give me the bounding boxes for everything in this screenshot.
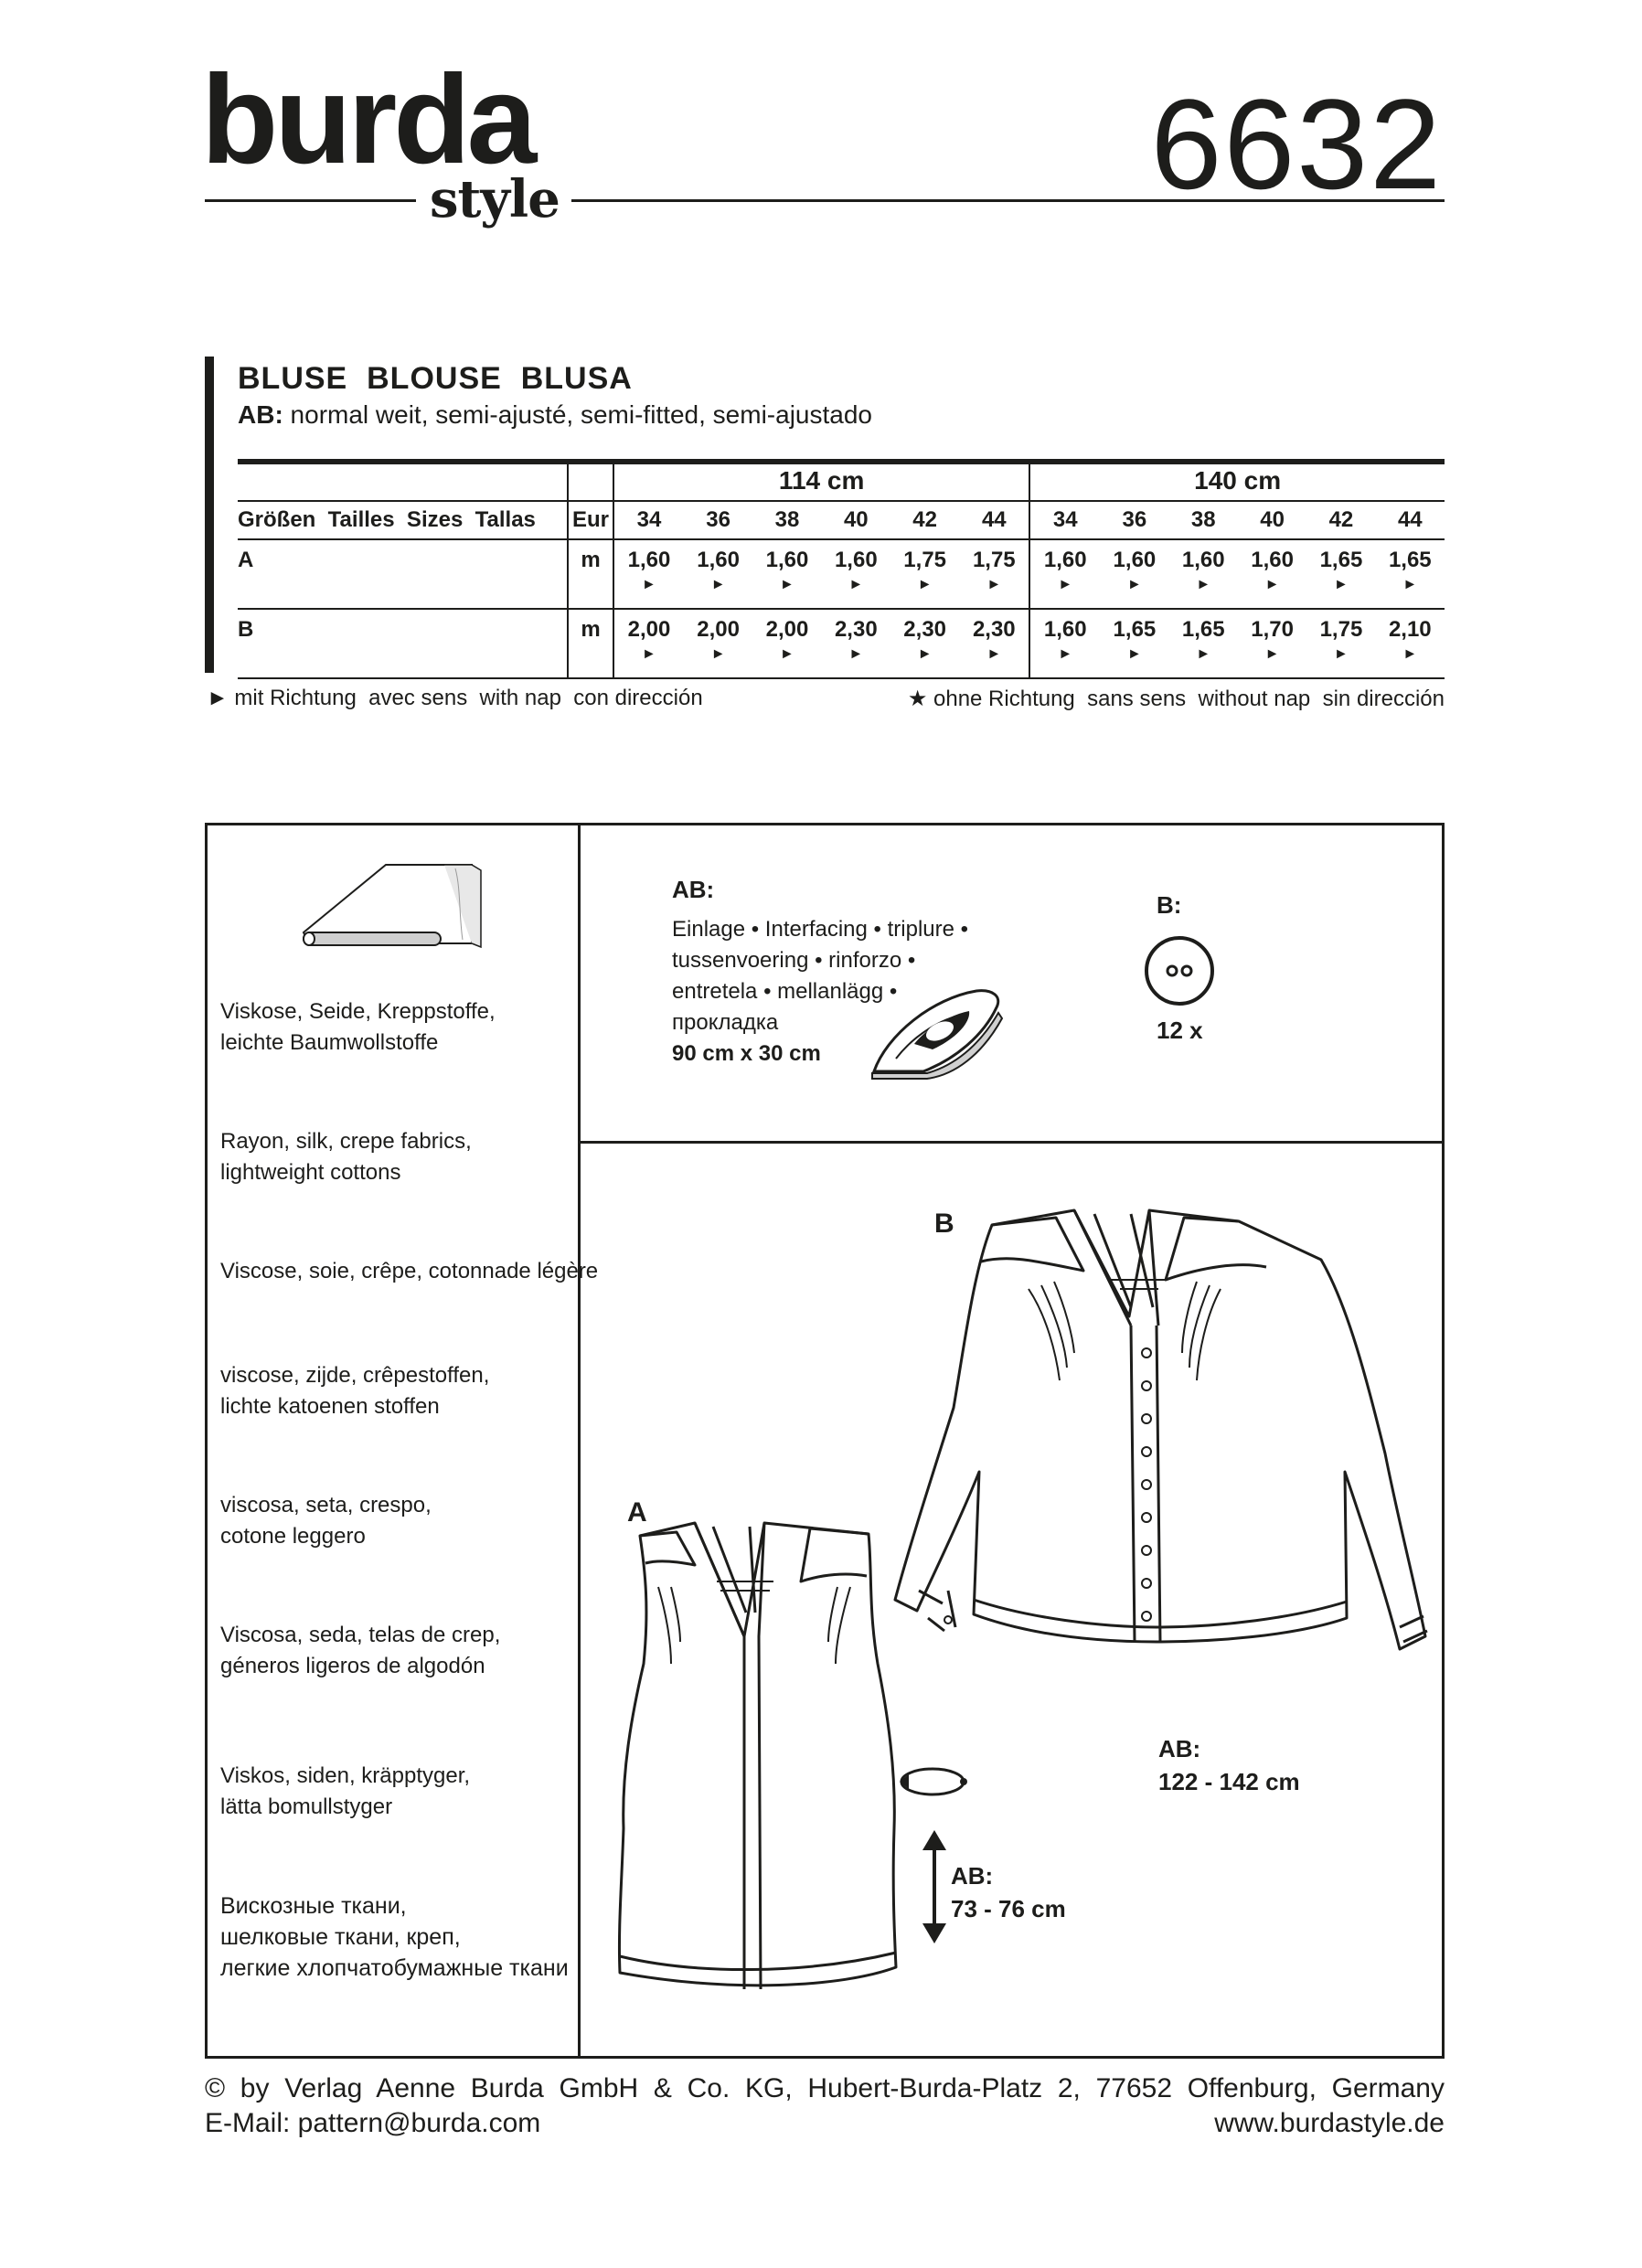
contact-email: E-Mail: pattern@burda.com bbox=[205, 2108, 541, 2138]
pattern-number: 6632 bbox=[1150, 72, 1443, 216]
yardage-cell bbox=[1306, 609, 1375, 678]
yardage-value: 1,60 bbox=[765, 548, 809, 572]
nap-arrow-icon: ► bbox=[1334, 646, 1349, 662]
fabric-suggestion-ru: Вискозные ткани, шелковые ткани, креп, легкие хлопчатобумажные ткани bbox=[220, 1893, 569, 1981]
yardage-cell bbox=[752, 539, 821, 609]
yardage-cell bbox=[1100, 609, 1168, 678]
yardage-cell bbox=[822, 609, 890, 678]
yardage-value: 2,00 bbox=[627, 617, 671, 642]
nap-arrow-icon: ► bbox=[710, 577, 726, 592]
yardage-cell bbox=[822, 539, 890, 609]
size-cell: 36 bbox=[1100, 501, 1168, 539]
nap-arrow-icon: ► bbox=[710, 646, 726, 662]
yardage-value: 1,60 bbox=[627, 548, 671, 572]
size-cell: 34 bbox=[613, 501, 684, 539]
yardage-cell bbox=[1238, 609, 1306, 678]
box-divider-vertical bbox=[578, 823, 581, 2059]
nap-arrow-icon: ► bbox=[1126, 577, 1142, 592]
fabric-width-140: 140 cm bbox=[1029, 462, 1445, 501]
hip-measurement-label: AB: bbox=[1158, 1735, 1201, 1762]
view-cell: A bbox=[238, 548, 254, 572]
yardage-value: 1,60 bbox=[1043, 548, 1087, 572]
length-measurement-label: AB: bbox=[951, 1862, 994, 1890]
eur-label: Eur bbox=[568, 501, 613, 539]
brand-logo-sub: style bbox=[430, 169, 560, 229]
yardage-value: 1,65 bbox=[1388, 548, 1432, 572]
yardage-value: 1,75 bbox=[972, 548, 1016, 572]
fit-description bbox=[238, 400, 872, 430]
sizes-row bbox=[238, 501, 1445, 539]
yardage-cell bbox=[1169, 609, 1238, 678]
legend-without-nap: ★ ohne Richtung sans sens without nap sin dirección bbox=[907, 687, 1445, 711]
fabric-width-114: 114 cm bbox=[778, 466, 865, 495]
nap-arrow-icon: ► bbox=[1402, 577, 1418, 592]
size-cell: 40 bbox=[1238, 501, 1306, 539]
yardage-cell bbox=[890, 609, 959, 678]
nap-arrow-icon: ► bbox=[642, 577, 656, 592]
copyright: © by Verlag Aenne Burda GmbH & Co. KG, Hubert-Burda-Platz 2, 77652 Offenburg, Germany bbox=[205, 2073, 1445, 2103]
yardage-cell bbox=[1029, 609, 1100, 678]
length-measurement-value: 73 - 76 cm bbox=[951, 1895, 1066, 1922]
nap-arrow-icon: ► bbox=[1334, 577, 1349, 592]
yardage-cell bbox=[1376, 539, 1445, 609]
hip-measurement-value: 122 - 142 cm bbox=[1158, 1768, 1300, 1795]
yardage-cell bbox=[959, 609, 1029, 678]
fabric-suggestion-es: Viscosa, seda, telas de crep, géneros ligeros de algodón bbox=[220, 1623, 501, 1678]
view-a-label: A bbox=[627, 1497, 647, 1528]
brand-logo: burda bbox=[201, 49, 534, 190]
size-cell: 42 bbox=[890, 501, 959, 539]
website-link[interactable]: www.burdastyle.de bbox=[1214, 2108, 1445, 2138]
yardage-cell bbox=[959, 539, 1029, 609]
nap-arrow-icon: ► bbox=[848, 646, 864, 662]
fabric-suggestion-nl: viscose, zijde, crêpestoffen, lichte katoenen stoffen bbox=[220, 1363, 490, 1419]
interfacing-size: 90 cm x 30 cm bbox=[672, 1041, 821, 1066]
yardage-cell bbox=[752, 609, 821, 678]
yardage-cell bbox=[613, 609, 684, 678]
yardage-value: 1,75 bbox=[903, 548, 947, 572]
yardage-value: 1,65 bbox=[1113, 617, 1157, 642]
table-row bbox=[238, 539, 1445, 609]
yardage-cell bbox=[684, 539, 752, 609]
fabric-roll-icon bbox=[298, 852, 490, 953]
nap-arrow-icon: ► bbox=[1126, 646, 1142, 662]
yardage-cell bbox=[1169, 539, 1238, 609]
fabric-suggestion-sv: Viskos, siden, kräpptyger, lätta bomullstyger bbox=[220, 1763, 471, 1819]
yardage-value: 1,65 bbox=[1319, 548, 1363, 572]
yardage-cell bbox=[613, 539, 684, 609]
yardage-value: 1,60 bbox=[1181, 548, 1225, 572]
hip-measurement bbox=[1158, 1732, 1300, 1798]
size-cell: 38 bbox=[752, 501, 821, 539]
yardage-value: 1,60 bbox=[697, 548, 740, 572]
fabric-suggestion-de: Viskose, Seide, Kreppstoffe, leichte Baumwollstoffe bbox=[220, 999, 496, 1055]
buttons-label: B: bbox=[1157, 891, 1182, 919]
yardage-value: 2,30 bbox=[972, 617, 1016, 642]
interfacing-names: Einlage • Interfacing • triplure • tussenvoering • rinforzo • entretela • mellanlägg • прокладка bbox=[672, 917, 969, 1035]
yardage-value: 2,00 bbox=[697, 617, 740, 642]
blouse-b-illustration bbox=[891, 1198, 1449, 1746]
size-cell: 44 bbox=[959, 501, 1029, 539]
yardage-value: 1,60 bbox=[834, 548, 878, 572]
yardage-value: 1,65 bbox=[1181, 617, 1225, 642]
yardage-cell bbox=[1100, 539, 1168, 609]
interfacing-label: AB: bbox=[672, 876, 715, 903]
title-accent-bar bbox=[205, 357, 214, 673]
nap-arrow-icon: ► bbox=[986, 646, 1002, 662]
yardage-cell bbox=[1306, 539, 1375, 609]
yardage-table bbox=[238, 462, 1445, 679]
fabric-suggestion-it: viscosa, seta, crespo, cotone leggero bbox=[220, 1493, 432, 1549]
yardage-value: 2,30 bbox=[834, 617, 878, 642]
size-cell: 34 bbox=[1029, 501, 1100, 539]
view-b-label: B bbox=[934, 1209, 954, 1239]
fabric-suggestion-en: Rayon, silk, crepe fabrics, lightweight cottons bbox=[220, 1129, 472, 1185]
yardage-value: 2,00 bbox=[765, 617, 809, 642]
nap-arrow-icon: ► bbox=[1058, 646, 1073, 662]
legend-with-nap: ► mit Richtung avec sens with nap con dirección bbox=[207, 686, 703, 710]
nap-arrow-icon: ► bbox=[848, 577, 864, 592]
size-cell: 40 bbox=[822, 501, 890, 539]
yardage-cell bbox=[1376, 609, 1445, 678]
nap-arrow-icon: ► bbox=[780, 646, 794, 662]
fabric-suggestion-fr: Viscose, soie, crêpe, cotonnade légère bbox=[220, 1259, 599, 1283]
yardage-value: 1,75 bbox=[1319, 617, 1363, 642]
button-icon bbox=[1143, 934, 1216, 1007]
blouse-a-illustration bbox=[603, 1499, 914, 2002]
nap-arrow-icon: ► bbox=[1402, 646, 1418, 662]
yardage-value: 1,60 bbox=[1251, 548, 1294, 572]
size-cell: 36 bbox=[684, 501, 752, 539]
nap-arrow-icon: ► bbox=[1264, 646, 1280, 662]
buttons-count: 12 x bbox=[1157, 1017, 1203, 1044]
size-cell: 44 bbox=[1376, 501, 1445, 539]
table-row bbox=[238, 609, 1445, 678]
yardage-value: 1,60 bbox=[1043, 617, 1087, 642]
length-measurement bbox=[951, 1859, 1066, 1925]
nap-arrow-icon: ► bbox=[917, 577, 933, 592]
size-cell: 38 bbox=[1169, 501, 1238, 539]
box-divider-horizontal bbox=[578, 1141, 1445, 1144]
nap-arrow-icon: ► bbox=[780, 577, 794, 592]
nap-arrow-icon: ► bbox=[1196, 577, 1211, 592]
yardage-value: 2,10 bbox=[1388, 617, 1432, 642]
size-cell: 42 bbox=[1306, 501, 1375, 539]
yardage-value: 1,60 bbox=[1113, 548, 1157, 572]
nap-arrow-icon: ► bbox=[917, 646, 933, 662]
unit-cell: m bbox=[568, 609, 613, 678]
fit-text: normal weit, semi-ajusté, semi-fitted, semi-ajustado bbox=[283, 400, 872, 429]
nap-arrow-icon: ► bbox=[1264, 577, 1280, 592]
fit-prefix: AB: bbox=[238, 400, 283, 429]
nap-arrow-icon: ► bbox=[1196, 646, 1211, 662]
yardage-cell bbox=[890, 539, 959, 609]
unit-cell: m bbox=[568, 539, 613, 609]
view-cell: B bbox=[238, 609, 568, 678]
yardage-cell bbox=[684, 609, 752, 678]
yardage-cell bbox=[1029, 539, 1100, 609]
yardage-cell bbox=[1238, 539, 1306, 609]
nap-arrow-icon: ► bbox=[642, 646, 656, 662]
iron-icon bbox=[869, 971, 1006, 1081]
size-label: Größen Tailles Sizes Tallas bbox=[238, 501, 568, 539]
yardage-value: 1,70 bbox=[1251, 617, 1294, 642]
length-arrow-icon bbox=[919, 1828, 950, 1945]
nap-arrow-icon: ► bbox=[986, 577, 1002, 592]
yardage-value: 2,30 bbox=[903, 617, 947, 642]
page-title: BLUSE BLOUSE BLUSA bbox=[238, 361, 633, 396]
nap-arrow-icon: ► bbox=[1058, 577, 1073, 592]
